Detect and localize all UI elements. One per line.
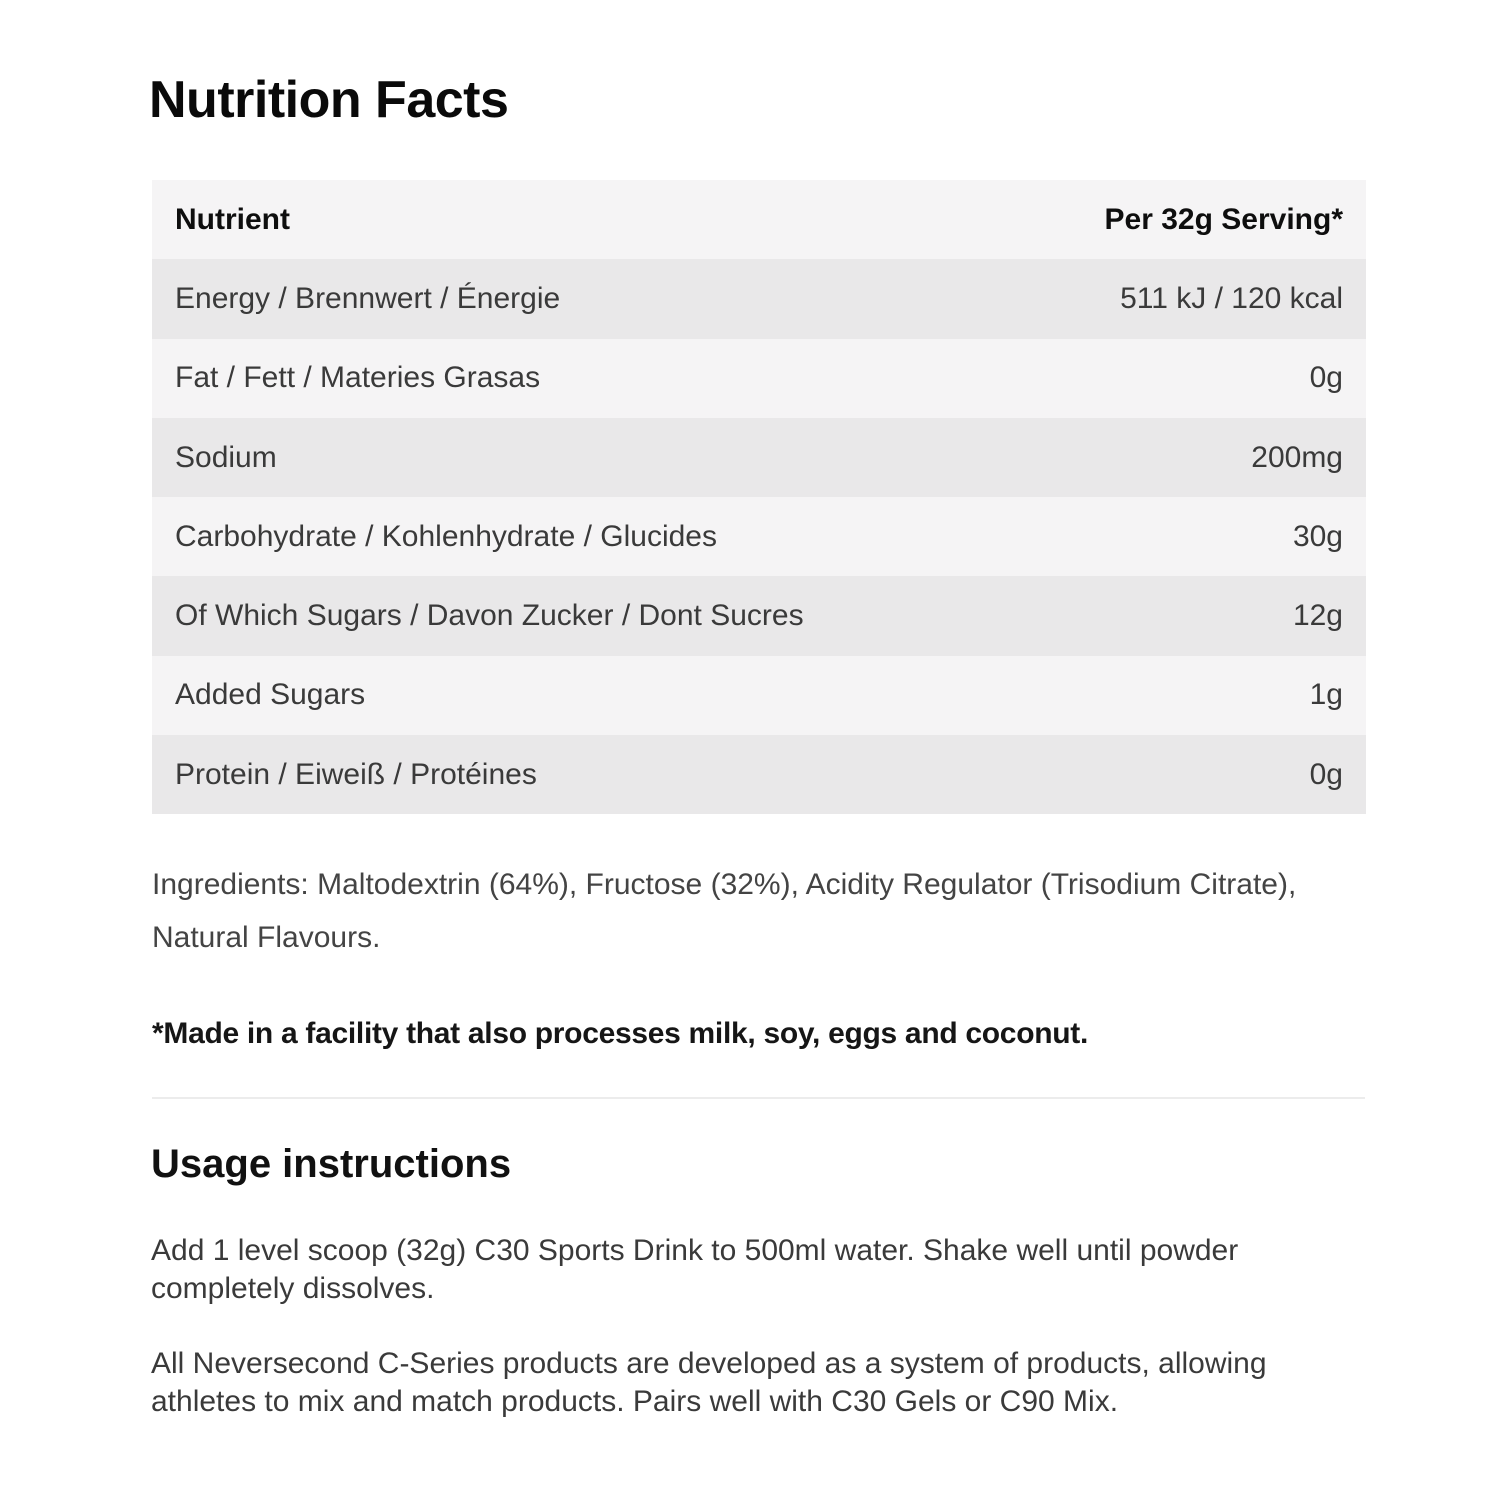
table-row [152,497,1366,576]
nutrient-name: Sodium [175,440,277,474]
table-row [152,339,1366,418]
table-row [152,656,1366,735]
table-row [152,259,1366,338]
nutrient-value: 0g [1309,361,1343,395]
section-divider [152,1097,1365,1099]
nutrient-value: 200mg [1251,440,1343,474]
serving-column-header: Per 32g Serving* [1104,202,1343,236]
nutrient-name: Carbohydrate / Kohlenhydrate / Glucides [175,519,717,553]
ingredients-text: Ingredients: Maltodextrin (64%), Fructose (32%), Acidity Regulator (Trisodium Citrate), Natural Flavours. [152,868,1297,954]
nutrition-facts-table [152,180,1366,814]
usage-instructions-title: Usage instructions [151,1142,512,1186]
page-title: Nutrition Facts [149,71,509,129]
nutrient-name: Energy / Brennwert / Énergie [175,281,561,315]
nutrient-value: 1g [1309,678,1343,712]
table-row [152,418,1366,497]
usage-paragraph: Add 1 level scoop (32g) C30 Sports Drink to 500ml water. Shake well until powder completely dissolves. [151,1234,1239,1305]
nutrient-value: 30g [1292,519,1343,553]
usage-paragraph: All Neversecond C-Series products are developed as a system of products, allowing athletes to mix and match products. Pairs well with C30 Gels or C90 Mix. [151,1347,1267,1418]
table-row [152,576,1366,655]
nutrient-name: Of Which Sugars / Davon Zucker / Dont Sucres [175,599,804,633]
allergen-note: *Made in a facility that also processes milk, soy, eggs and coconut. [152,1017,1088,1050]
nutrient-name: Added Sugars [175,678,366,712]
nutrient-value: 0g [1309,757,1343,791]
table-header-row [152,180,1366,259]
nutrient-column-header: Nutrient [175,202,290,236]
nutrient-value: 511 kJ / 120 kcal [1120,281,1343,315]
nutrient-value: 12g [1292,599,1343,633]
nutrient-name: Protein / Eiweiß / Protéines [175,757,537,791]
table-row [152,735,1366,814]
nutrient-name: Fat / Fett / Materies Grasas [175,361,541,395]
